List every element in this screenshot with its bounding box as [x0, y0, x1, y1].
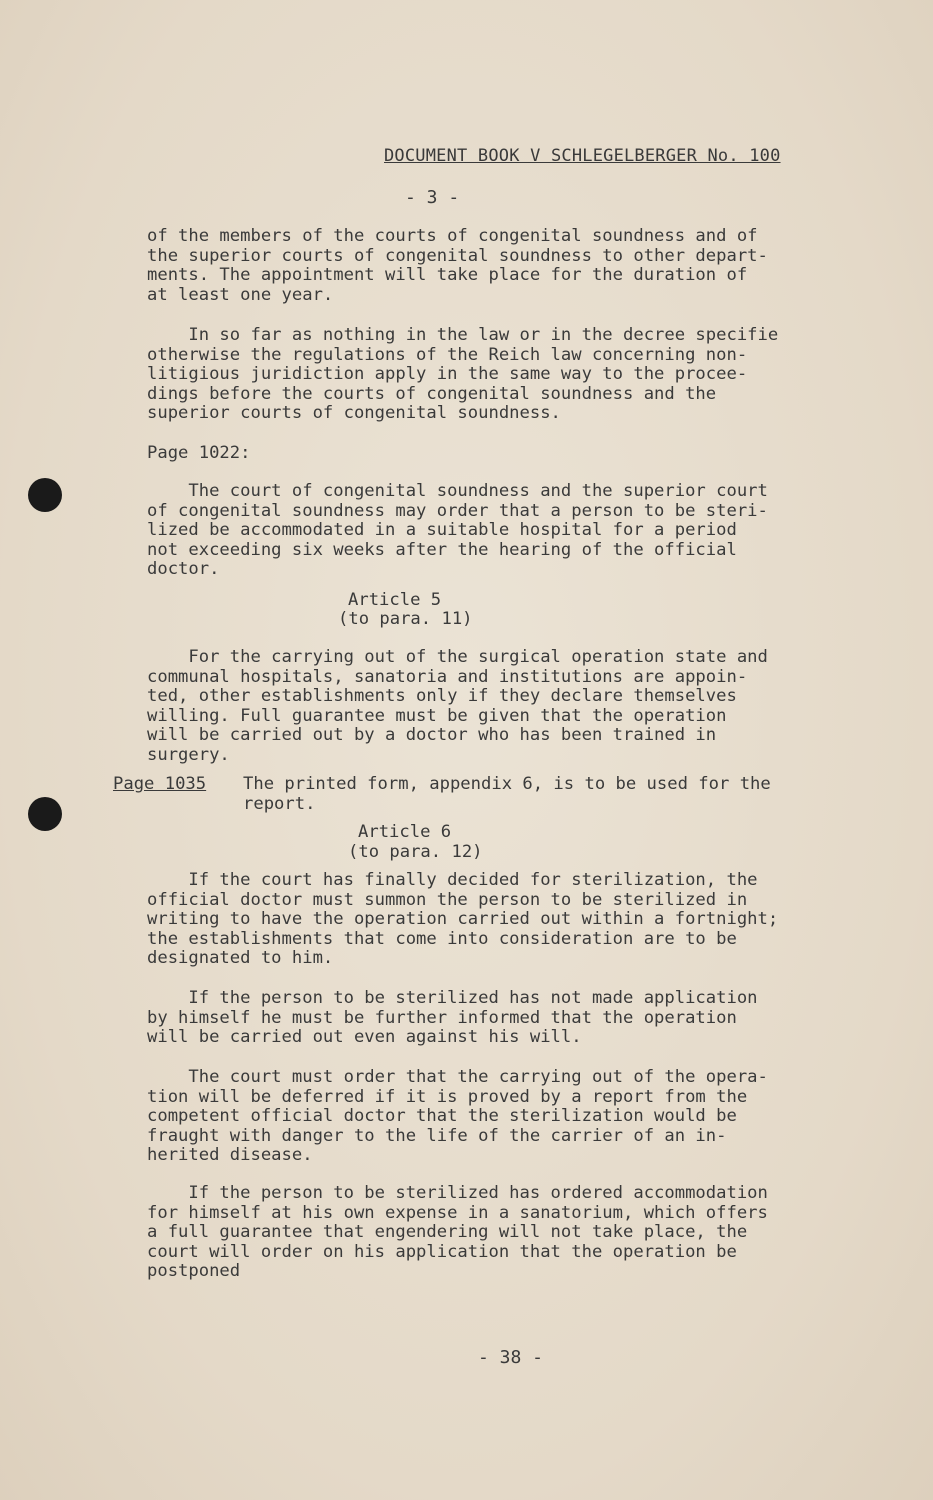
paragraph-5: The printed form, appendix 6, is to be used for the report.	[243, 774, 771, 814]
paragraph-1: of the members of the courts of congenital soundness and of the superior courts of congenital soundness to other depart- ments. The appointment will take place for the duration of at least one year.	[147, 226, 768, 305]
paragraph-7: If the person to be sterilized has not made application by himself he must be further informed that the operation will be carried out even against his will.	[147, 988, 758, 1048]
paragraph-9: If the person to be sterilized has ordered accommodation for himself at his own expense in a sanatorium, which offers a full guarantee that engendering will not take place, the court will order on his application that the operation be postponed	[147, 1183, 768, 1282]
page-reference-1035: Page 1035	[113, 774, 207, 794]
section-page-number: - 3 -	[405, 187, 460, 208]
article-5-subtitle: (to para. 11)	[338, 609, 473, 629]
document-header: DOCUMENT BOOK V SCHLEGELBERGER No. 100	[384, 146, 781, 166]
paragraph-4: For the carrying out of the surgical operation state and communal hospitals, sanatoria and institutions are appoin- ted, other establishments only if they declare themselves willing. Full guarantee must be given that the operation will be carried out by a doctor who has been trained in surgery.	[147, 647, 768, 765]
paragraph-3: The court of congenital soundness and the superior court of congenital soundness may order that a person to be steri- lized be accommodated in a suitable hospital for a period not exceeding six weeks after the hearing of the official doctor.	[147, 481, 768, 580]
paragraph-8: The court must order that the carrying out of the opera- tion will be deferred if it is proved by a report from the competent official doctor that the sterilization would be fraught with danger to the life of the carrier of an in- herited disease.	[147, 1067, 768, 1166]
article-5-title: Article 5	[348, 590, 442, 610]
page-reference-1022: Page 1022:	[147, 443, 251, 463]
punch-hole-top	[28, 478, 62, 512]
page-footer-number: - 38 -	[478, 1347, 544, 1368]
paragraph-2: In so far as nothing in the law or in the decree specifie otherwise the regulations of the Reich law concerning non- litigious juridiction apply in the same way to the procee- dings before the courts of congenital soundness and the superior courts of congenital soundness.	[147, 325, 779, 424]
article-6-subtitle: (to para. 12)	[348, 842, 483, 862]
paragraph-6: If the court has finally decided for sterilization, the official doctor must summon the person to be sterilized in writing to have the operation carried out within a fortnight; the establishments that come into consideration are to be designated to him.	[147, 870, 779, 969]
article-6-title: Article 6	[358, 822, 452, 842]
punch-hole-bottom	[28, 797, 62, 831]
